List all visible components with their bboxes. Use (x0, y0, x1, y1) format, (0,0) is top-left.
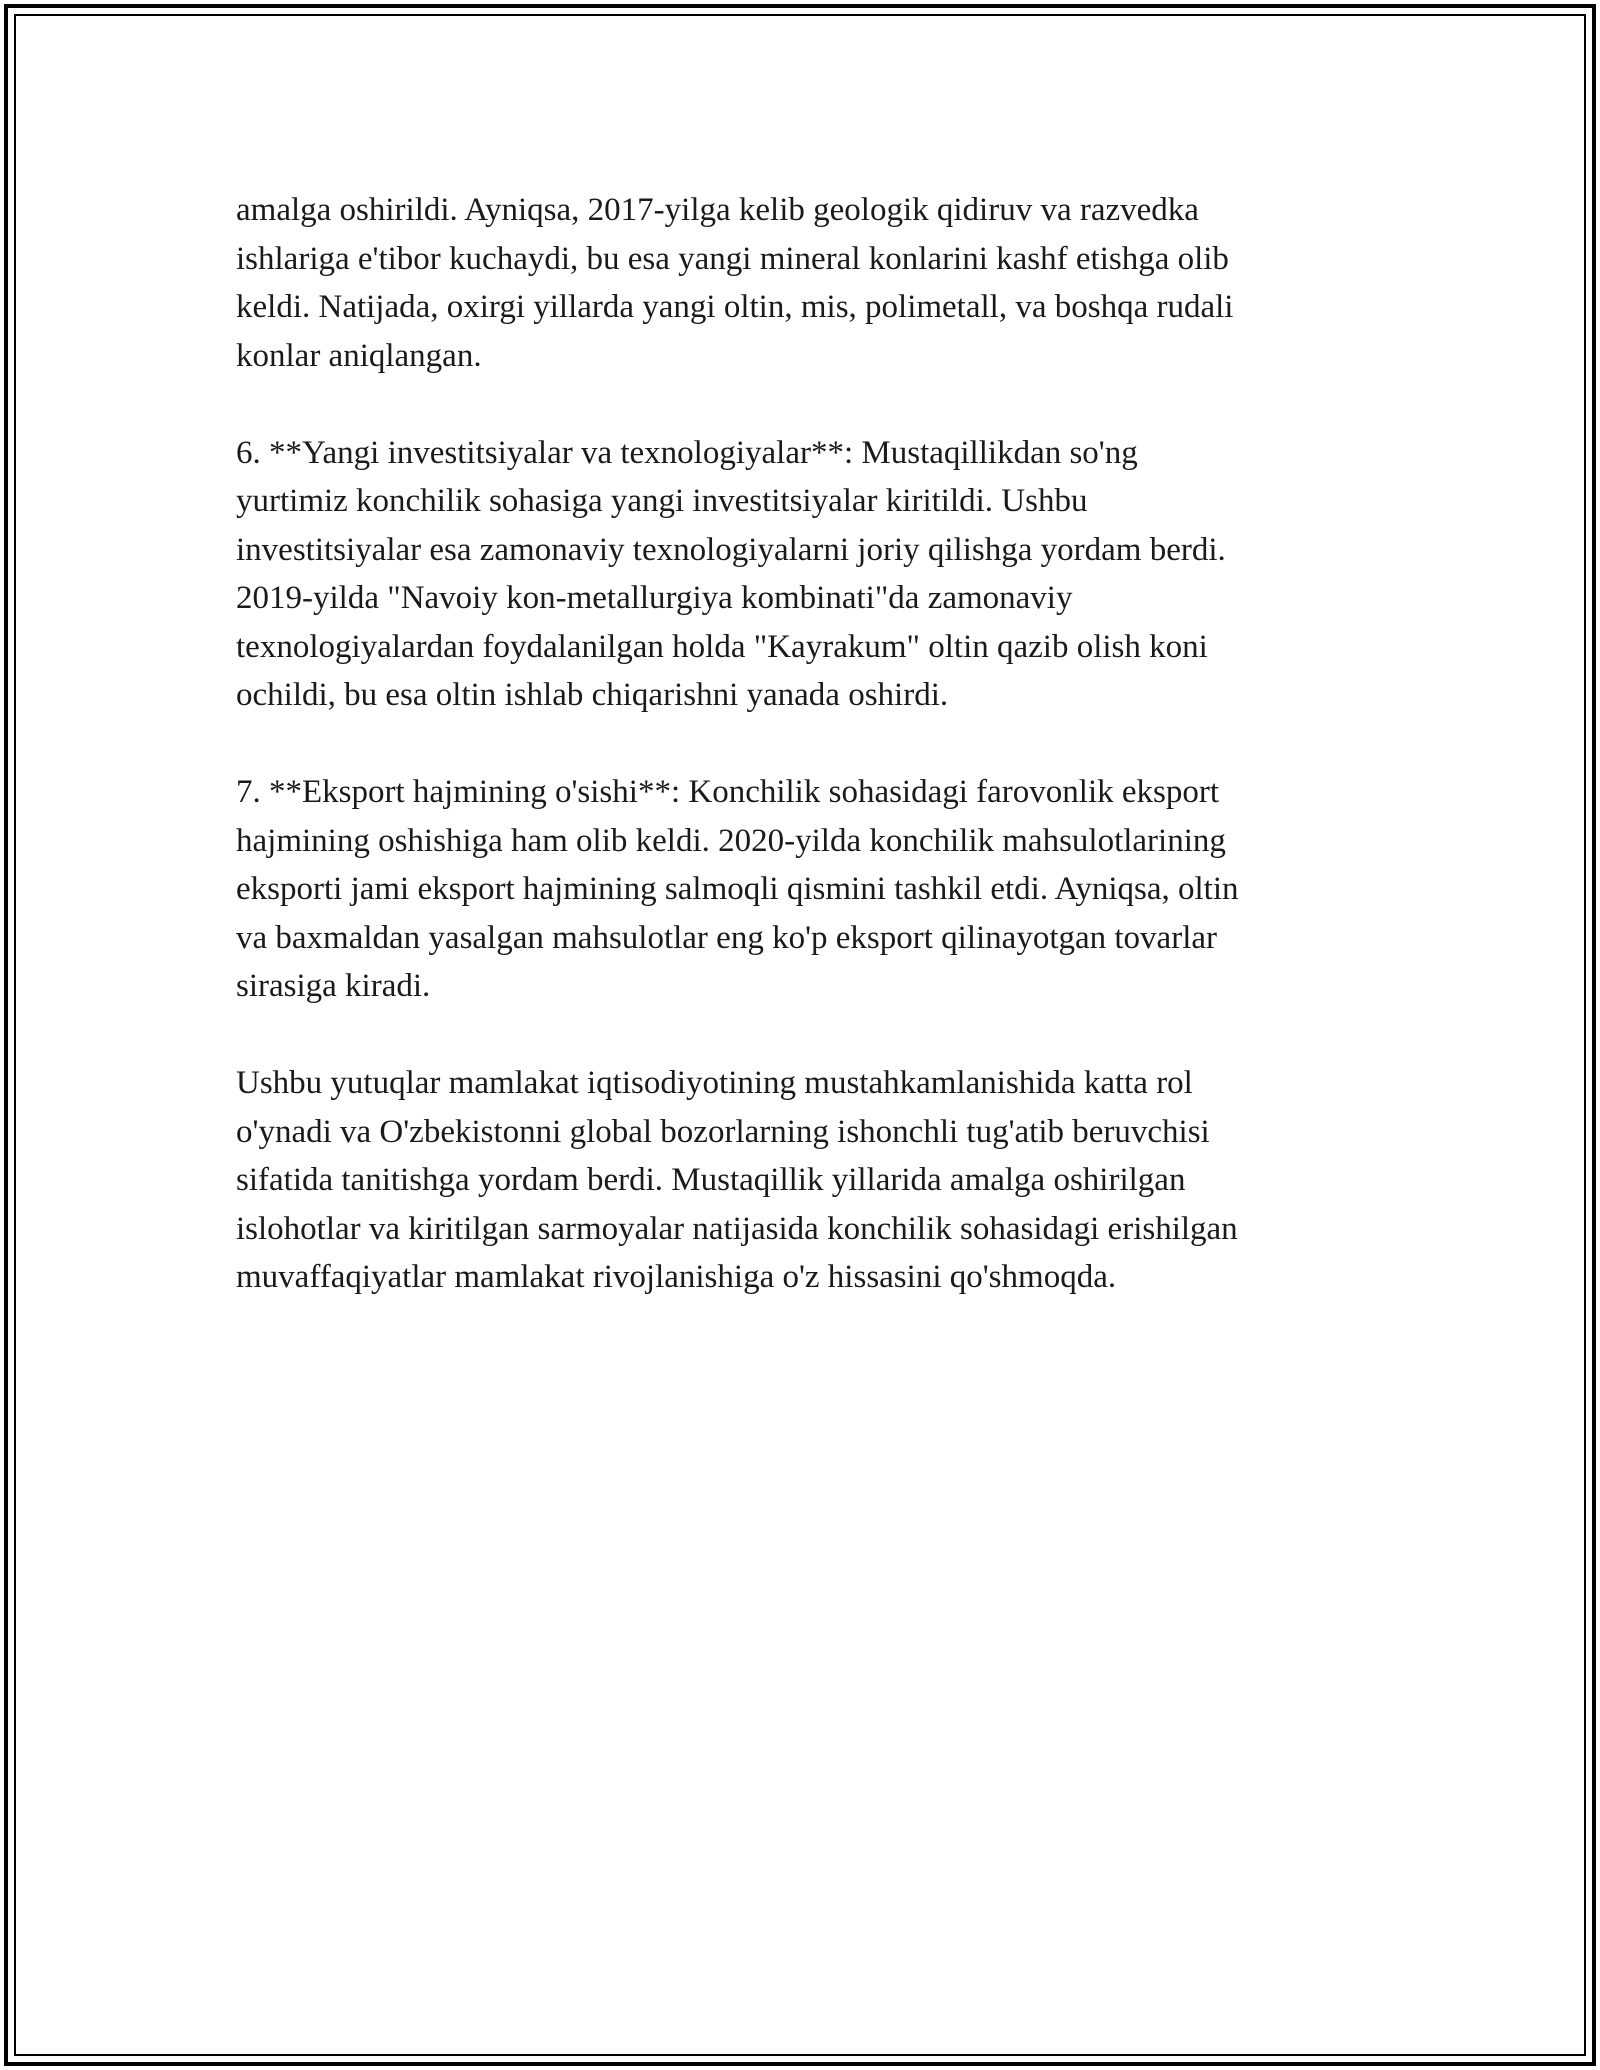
paragraph-export-growth: 7. **Eksport hajmining o'sishi**: Konchilik sohasidagi farovonlik eksport hajmining oshishiga ham olib keldi. 2020-yilda konchilik mahsulotlarining eksporti jami eksport hajmining salmoqli qismini tashkil etdi. Ayniqsa, oltin va baxmaldan yasalgan mahsulotlar eng ko'p eksport qilinayotgan tovarlar sirasiga kiradi. (236, 774, 1239, 1004)
paragraph-investments-technologies: 6. **Yangi investitsiyalar va texnologiyalar**: Mustaqillikdan so'ng yurtimiz konchilik sohasiga yangi investitsiyalar kiritildi. Ushbu investitsiyalar esa zamonaviy texnologiyalarni joriy qilishga yordam berdi. 2019-yilda "Navoiy kon-metallurgiya kombinati"da zamonaviy texnologiyalardan foydalanilgan holda "Kayrakum" oltin qazib olish koni ochildi, bu esa oltin ishlab chiqarishni yanada oshirdi. (236, 434, 1226, 713)
paragraph-conclusion: Ushbu yutuqlar mamlakat iqtisodiyotining mustahkamlanishida katta rol o'ynadi va O'zbekistonni global bozorlarning ishonchli tug'atib beruvchisi sifatida tanitishga yordam berdi. Mustaqillik yillarida amalga oshirilgan islohotlar va kiritilgan sarmoyalar natijasida konchilik sohasidagi erishilgan muvaffaqiyatlar mamlakat rivojlanishiga o'z hissasini qo'shmoqda. (236, 1065, 1238, 1295)
document-body (236, 186, 1376, 1350)
paragraph-intro-continuation: amalga oshirildi. Ayniqsa, 2017-yilga kelib geologik qidiruv va razvedka ishlariga e'tibor kuchaydi, bu esa yangi mineral konlarini kashf etishga olib keldi. Natijada, oxirgi yillarda yangi oltin, mis, polimetall, va boshqa rudali konlar aniqlangan. (236, 192, 1234, 374)
